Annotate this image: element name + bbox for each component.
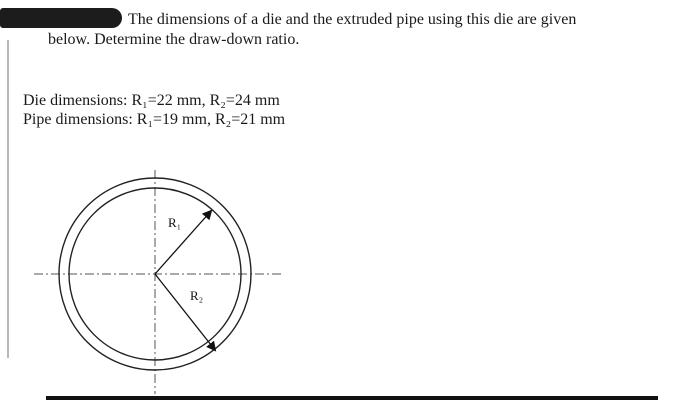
radius-r1-arrow <box>155 211 211 274</box>
problem-line-1: The dimensions of a die and the extruded pipe using this die are given <box>128 11 577 28</box>
die-dimensions: Die dimensions: R₁=22 mm, R₂=24 mm <box>23 92 280 109</box>
problem-line-2: below. Determine the draw-down ratio. <box>48 31 300 48</box>
die-cross-section-figure <box>28 160 288 396</box>
bottom-rule <box>46 396 658 400</box>
problem-statement <box>48 10 668 50</box>
label-r1: R₁ <box>168 215 182 230</box>
left-margin-rule <box>7 40 9 358</box>
pipe-dimensions: Pipe dimensions: R₁=19 mm, R₂=21 mm <box>23 111 286 128</box>
label-r2: R₂ <box>190 288 204 303</box>
dimensions-block <box>23 91 285 129</box>
radius-r2-arrow <box>155 274 215 350</box>
